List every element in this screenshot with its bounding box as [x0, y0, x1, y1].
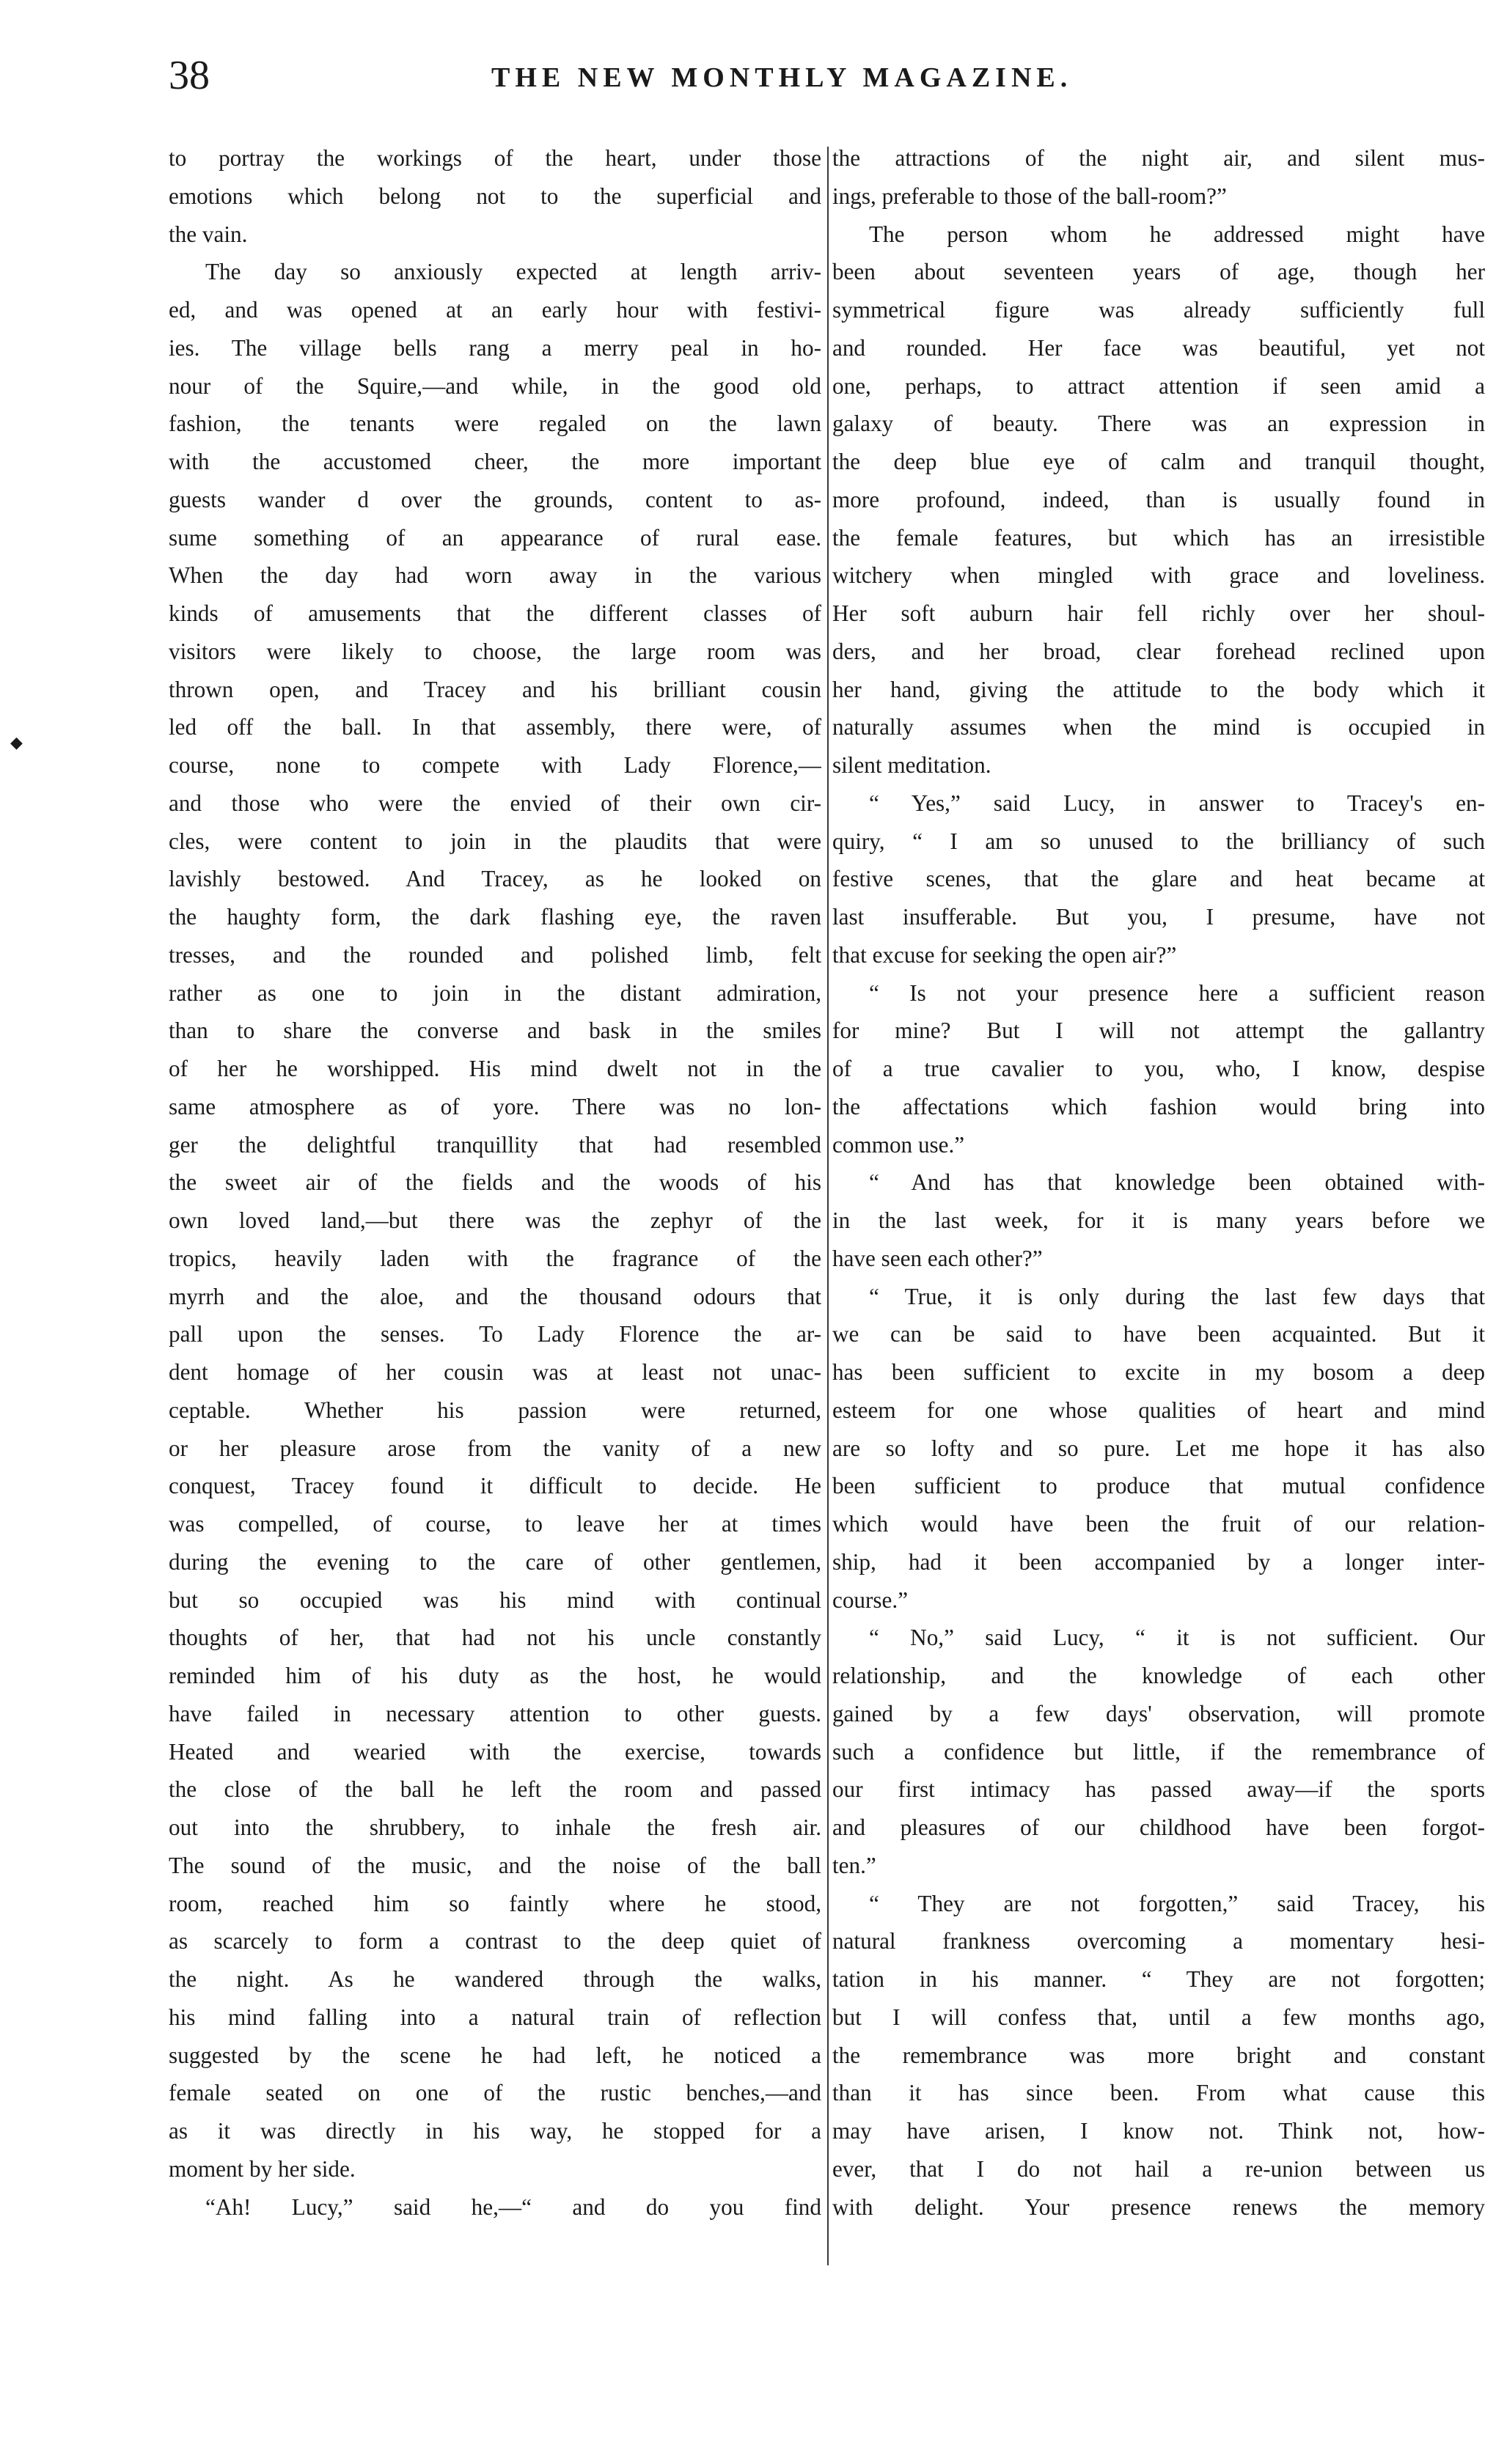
text-line: more profound, indeed, than is usually found in: [832, 486, 1485, 512]
text-line: visitors were likely to choose, the large room was: [169, 638, 821, 664]
text-line: course, none to compete with Lady Florence,—: [169, 752, 821, 778]
text-line: “ They are not forgotten,” said Tracey, his: [869, 1890, 1485, 1916]
column-divider: [827, 147, 829, 2265]
text-line: has been sufficient to excite in my bosom a deep: [832, 1359, 1485, 1385]
text-line: as it was directly in his way, he stopped for a: [169, 2118, 821, 2144]
text-line: “Ah! Lucy,” said he,—“ and do you find: [205, 2193, 821, 2220]
text-line: ies. The village bells rang a merry peal in ho-: [169, 334, 821, 361]
text-line: natural frankness overcoming a momentary hesi-: [832, 1928, 1485, 1954]
text-line: been sufficient to produce that mutual confidence: [832, 1473, 1485, 1499]
text-line: her hand, giving the attitude to the body which it: [832, 676, 1485, 702]
text-line: and pleasures of our childhood have been forgot-: [832, 1814, 1485, 1840]
text-line: “ Is not your presence here a sufficient reason: [869, 979, 1485, 1006]
text-line: but so occupied was his mind with continual: [169, 1586, 821, 1613]
page-header: [169, 50, 1489, 109]
text-line: quiry, “ I am so unused to the brilliancy of such: [832, 828, 1485, 854]
text-line: tropics, heavily laden with the fragrance of the: [169, 1245, 821, 1271]
running-title: THE NEW MONTHLY MAGAZINE.: [491, 62, 1073, 93]
text-line: have seen each other?”: [832, 1245, 1043, 1271]
text-line: pall upon the senses. To Lady Florence the ar-: [169, 1321, 821, 1347]
text-line: and rounded. Her face was beautiful, yet not: [832, 334, 1485, 361]
text-line: The day so anxiously expected at length arriv-: [205, 259, 821, 285]
text-line: to portray the workings of the heart, under those: [169, 145, 821, 171]
left-column: [169, 139, 821, 2226]
text-line: the haughty form, the dark flashing eye, the raven: [169, 904, 821, 930]
text-line: our first intimacy has passed away—if the sports: [832, 1776, 1485, 1803]
text-line: “ True, it is only during the last few days that: [869, 1283, 1485, 1309]
text-line: than to share the converse and bask in the smiles: [169, 1018, 821, 1044]
text-line: or her pleasure arose from the vanity of a new: [169, 1435, 821, 1461]
text-line: the close of the ball he left the room and passed: [169, 1776, 821, 1803]
text-line: symmetrical figure was already sufficiently full: [832, 297, 1485, 323]
right-column: [832, 139, 1485, 2226]
text-line: The sound of the music, and the noise of the ball: [169, 1852, 821, 1878]
text-line: Her soft auburn hair fell richly over her shoul-: [832, 600, 1485, 626]
text-line: fashion, the tenants were regaled on the lawn: [169, 411, 821, 437]
text-line: thrown open, and Tracey and his brilliant cousin: [169, 676, 821, 702]
margin-mark-icon: ◆: [10, 733, 23, 751]
text-line: common use.”: [832, 1131, 965, 1158]
text-line: conquest, Tracey found it difficult to decide. He: [169, 1473, 821, 1499]
text-line: “ And has that knowledge been obtained with-: [869, 1169, 1485, 1196]
text-line: The person whom he addressed might have: [869, 221, 1485, 247]
text-line: guests wander d over the grounds, content to as-: [169, 486, 821, 512]
text-line: tation in his manner. “ They are not forgotten;: [832, 1966, 1485, 1992]
text-line: moment by her side.: [169, 2155, 356, 2182]
text-line: such a confidence but little, if the remembrance of: [832, 1738, 1485, 1765]
text-line: When the day had worn away in the various: [169, 562, 821, 589]
text-line: last insufferable. But you, I presume, have not: [832, 904, 1485, 930]
text-line: but I will confess that, until a few months ago,: [832, 2004, 1485, 2030]
text-line: that excuse for seeking the open air?”: [832, 941, 1177, 968]
text-line: which would have been the fruit of our relation-: [832, 1511, 1485, 1537]
text-line: naturally assumes when the mind is occupied in: [832, 714, 1485, 740]
text-line: ger the delightful tranquillity that had resembled: [169, 1131, 821, 1158]
text-line: sume something of an appearance of rural ease.: [169, 524, 821, 551]
text-line: are so lofty and so pure. Let me hope it has also: [832, 1435, 1485, 1461]
text-line: “ No,” said Lucy, “ it is not sufficient. Our: [869, 1625, 1485, 1651]
text-line: for mine? But I will not attempt the gallantry: [832, 1018, 1485, 1044]
text-line: galaxy of beauty. There was an expression in: [832, 411, 1485, 437]
text-line: same atmosphere as of yore. There was no lon-: [169, 1093, 821, 1119]
text-line: the remembrance was more bright and constant: [832, 2042, 1485, 2068]
text-line: the night. As he wandered through the walks,: [169, 1966, 821, 1992]
text-line: the vain.: [169, 221, 248, 247]
text-line: female seated on one of the rustic benches,—and: [169, 2080, 821, 2106]
page-number: 38: [169, 53, 210, 98]
text-line: reminded him of his duty as the host, he would: [169, 1663, 821, 1688]
text-line: own loved land,—but there was the zephyr of the: [169, 1207, 821, 1233]
text-line: silent meditation.: [832, 752, 991, 778]
text-line: lavishly bestowed. And Tracey, as he looked on: [169, 866, 821, 892]
text-line: ed, and was opened at an early hour with festivi-: [169, 297, 821, 323]
text-line: one, perhaps, to attract attention if seen amid a: [832, 372, 1485, 399]
text-line: ten.”: [832, 1852, 876, 1878]
text-line: have failed in necessary attention to other guests.: [169, 1700, 821, 1726]
text-line: myrrh and the aloe, and the thousand odours that: [169, 1283, 821, 1309]
text-line: gained by a few days' observation, will promote: [832, 1700, 1485, 1726]
text-line: his mind falling into a natural train of reflection: [169, 2004, 821, 2030]
text-line: we can be said to have been acquainted. But it: [832, 1321, 1485, 1347]
text-line: room, reached him so faintly where he stood,: [169, 1890, 821, 1916]
text-line: the sweet air of the fields and the woods of his: [169, 1169, 821, 1196]
text-line: Heated and wearied with the exercise, towards: [169, 1738, 821, 1765]
text-line: the attractions of the night air, and silent mus-: [832, 145, 1485, 171]
text-line: witchery when mingled with grace and loveliness.: [832, 562, 1485, 589]
text-line: out into the shrubbery, to inhale the fresh air.: [169, 1814, 821, 1840]
text-line: rather as one to join in the distant admiration,: [169, 979, 821, 1006]
text-line: been about seventeen years of age, though her: [832, 259, 1485, 285]
text-line: ings, preferable to those of the ball-room?”: [832, 183, 1227, 209]
text-line: was compelled, of course, to leave her at times: [169, 1511, 821, 1537]
text-line: led off the ball. In that assembly, there were, of: [169, 714, 821, 740]
text-line: as scarcely to form a contrast to the deep quiet of: [169, 1928, 821, 1954]
text-line: esteem for one whose qualities of heart and mind: [832, 1397, 1485, 1423]
text-line: dent homage of her cousin was at least not unac-: [169, 1359, 821, 1385]
text-line: kinds of amusements that the different classes of: [169, 600, 821, 626]
text-line: tresses, and the rounded and polished limb, felt: [169, 941, 821, 968]
text-line: ders, and her broad, clear forehead reclined upon: [832, 638, 1485, 664]
text-line: nour of the Squire,—and while, in the good old: [169, 372, 821, 399]
text-line: ever, that I do not hail a re-union between us: [832, 2155, 1485, 2182]
text-line: emotions which belong not to the superficial and: [169, 183, 821, 209]
text-line: the deep blue eye of calm and tranquil thought,: [832, 449, 1485, 474]
text-line: and those who were the envied of their own cir-: [169, 790, 821, 816]
text-line: festive scenes, that the glare and heat became at: [832, 866, 1485, 892]
text-line: suggested by the scene he had left, he noticed a: [169, 2042, 821, 2068]
text-line: thoughts of her, that had not his uncle constantly: [169, 1625, 821, 1651]
text-line: ship, had it been accompanied by a longer inter-: [832, 1548, 1485, 1575]
text-line: than it has since been. From what cause this: [832, 2080, 1485, 2106]
text-line: “ Yes,” said Lucy, in answer to Tracey's en-: [869, 790, 1485, 816]
text-line: with the accustomed cheer, the more important: [169, 449, 821, 474]
text-line: in the last week, for it is many years before we: [832, 1207, 1485, 1233]
text-line: with delight. Your presence renews the memory: [832, 2193, 1485, 2220]
text-line: during the evening to the care of other gentlemen,: [169, 1548, 821, 1575]
text-line: of her he worshipped. His mind dwelt not in the: [169, 1056, 821, 1081]
text-line: ceptable. Whether his passion were returned,: [169, 1397, 821, 1423]
text-line: relationship, and the knowledge of each other: [832, 1663, 1485, 1688]
text-line: the female features, but which has an irresistible: [832, 524, 1485, 551]
text-line: course.”: [832, 1586, 909, 1613]
text-line: of a true cavalier to you, who, I know, despise: [832, 1056, 1485, 1081]
text-line: the affectations which fashion would bring into: [832, 1093, 1485, 1119]
text-line: may have arisen, I know not. Think not, how-: [832, 2118, 1485, 2144]
text-line: cles, were content to join in the plaudits that were: [169, 828, 821, 854]
